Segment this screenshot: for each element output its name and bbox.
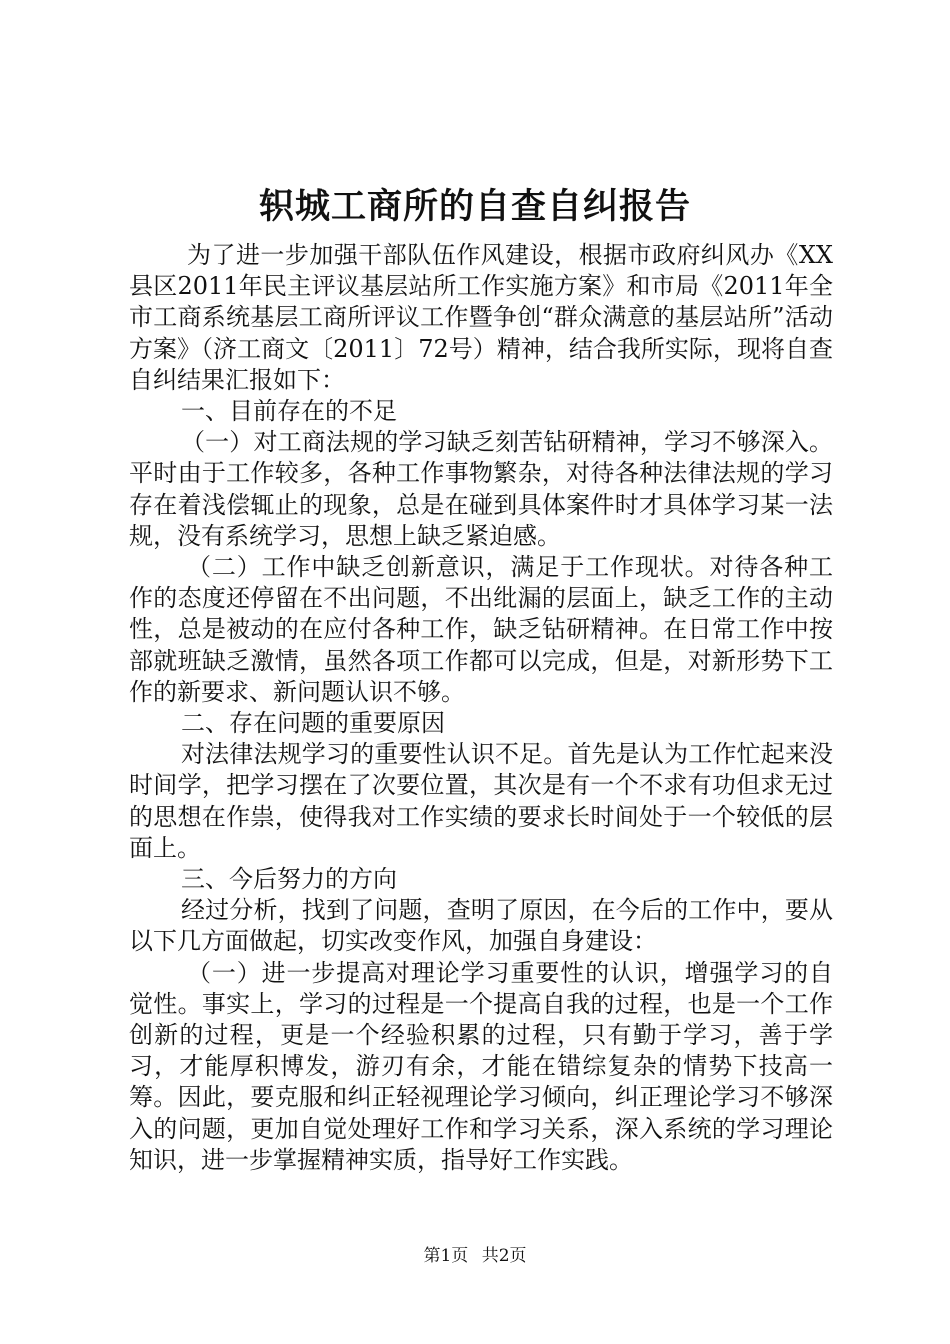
paragraph-3-1: （一）进一步提高对理论学习重要性的认识，增强学习的自觉性。事实上，学习的过程是一个提高自我的过程，也是一个工作创新的过程，更是一个经验积累的过程，只有勤于学习，善于学习，才能厚积博发，游刃有余，才能在错综复杂的情势下技高一筹。因此，要克服和纠正轻视理论学习倾向，纠正理论学习不够深入的问题，更加自觉处理好工作和学习关系，深入系统的学习理论知识，进一步掌握精神实质，指导好工作实践。 [129,958,833,1174]
paragraph-1-1: （一）对工商法规的学习缺乏刻苦钻研精神，学习不够深入。平时由于工作较多，各种工作事物繁杂，对待各种法律法规的学习存在着浅偿辄止的现象，总是在碰到具体案件时才具体学习某一法规，没有系统学习，思想上缺乏紧迫感。 [129,428,833,550]
paragraph-3: 经过分析，找到了问题，查明了原因，在今后的工作中，要从以下几方面做起，切实改变作风，加强自身建设： [129,896,833,956]
document-title: 轵城工商所的自查自纠报告 [258,186,691,227]
paragraph-1-2: （二）工作中缺乏创新意识，满足于工作现状。对待各种工作的态度还停留在不出问题，不出纰漏的层面上，缺乏工作的主动性，总是被动的在应付各种工作，缺乏钻研精神。在日常工作中按部就班缺乏激情，虽然各项工作都可以完成，但是，对新形势下工作的新要求、新问题认识不够。 [129,553,833,706]
section-heading-3: 三、今后努力的方向 [181,865,397,894]
document-body [129,240,833,1176]
intro-paragraph: 为了进一步加强干部队伍作风建设，根据市政府纠风办《XX县区2011年民主评议基层站所工作实施方案》和市局《2011年全市工商系统基层工商所评议工作暨争创“群众满意的基层站所”活动方案》（济工商文〔2011〕72号）精神，结合我所实际，现将自查自纠结果汇报如下： [129,241,833,394]
section-heading-1: 一、目前存在的不足 [181,397,397,426]
page-footer [0,1245,950,1267]
paragraph-2: 对法律法规学习的重要性认识不足。首先是认为工作忙起来没时间学，把学习摆在了次要位置，其次是有一个不求有功但求无过的思想在作祟，使得我对工作实绩的要求长时间处于一个较低的层面上。 [129,740,833,862]
page-total: 共2页 [481,1246,527,1266]
section-heading-2: 二、存在问题的重要原因 [181,709,445,738]
page-number: 第1页 [423,1246,469,1266]
